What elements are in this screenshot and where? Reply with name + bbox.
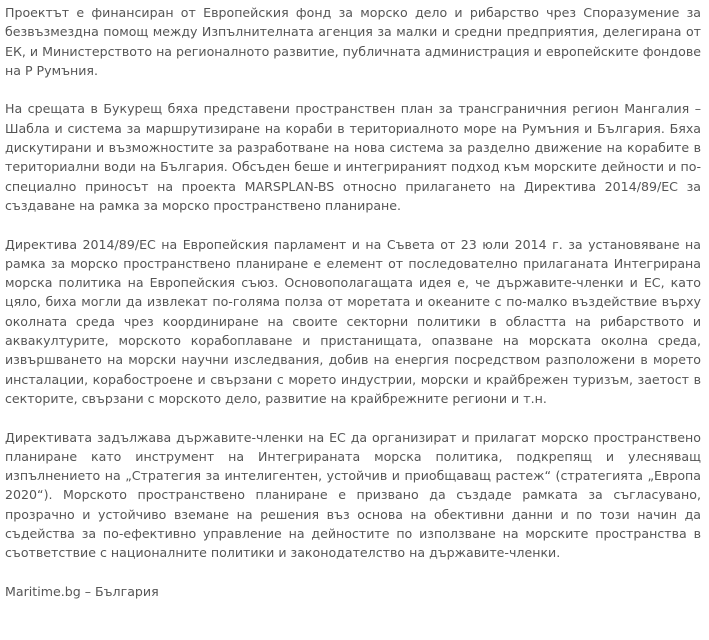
article-paragraph-2: На срещата в Букурещ бяха представени пространствен план за трансграничния регион Мангалия – Шабла и система за маршрутизиране на кораби в териториалното море на Румъния и България. Бяха дискутирани и възможностите за разработване на нова система за разделно движение на корабите в териториални води на България. Обсъден беше и интегрираният подход към морските дейности и по-специално приносът на проекта MARSPLAN-BS относно прилагането на Директива 2014/89/ЕС за създаване на рамка за морско пространствено планиране. bbox=[5, 101, 701, 213]
article-paragraph-4: Директивата задължава държавите-членки на ЕС да организират и прилагат морско пространствено планиране като инструмент на Интегрираната морска политика, подкрепящ и улесняващ изпълнението на „Стратегия за интелигентен, устойчив и приобщаващ растеж“ (стратегията „Европа 2020“). Морското пространствено планиране е призвано да създаде рамката за съгласувано, прозрачно и устойчиво вземане на решения въз основа на обективни данни и по този начин да съдейства за по-ефективно управление на дейностите по използване на морските пространства в съответствие с националните политики и законодателство на държавите-членки. bbox=[5, 429, 701, 561]
article-paragraph-1: Проектът е финансиран от Европейския фонд за морско дело и рибарство чрез Споразумение за безвъзмездна помощ между Изпълнителната агенция за малки и средни предприятия, делегирана от ЕК, и Министерството на регионалното развитие, публичната администрация и европейските фондове на Р Румъния. bbox=[5, 5, 701, 78]
article-source: Maritime.bg – България bbox=[5, 583, 159, 599]
article-paragraph-3: Директива 2014/89/ЕС на Европейския парламент и на Съвета от 23 юли 2014 г. за установяване на рамка за морско пространствено планиране е елемент от последователно прилаганата Интегрирана морска политика на Европейския съюз. Основополагащата идея е, че държавите-членки и ЕС, като цяло, биха могли да извлекат по-голяма полза от моретата и океаните с по-малко въздействие върху околната среда чрез координиране на своите секторни политики в областта на рибарството и аквакултурите, морското корабоплаване и пристанищата, опазване на морската околна среда, извършването на морски научни изследвания, добив на енергия посредством разположени в морето инсталации, корабостроене и свързани с морето индустрии, морски и крайбрежен туризъм, заетост в секторите, свързани с морското дело, развитие на крайбрежните региони и т.н. bbox=[5, 236, 701, 406]
article-body bbox=[5, 3, 701, 601]
